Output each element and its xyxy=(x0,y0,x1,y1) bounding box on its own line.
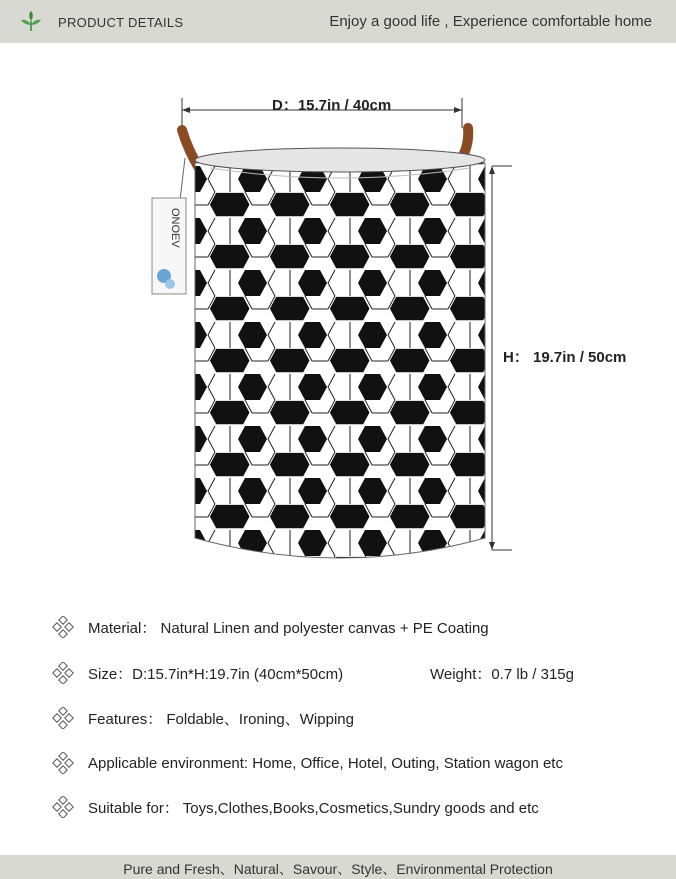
footer-bar xyxy=(0,855,676,879)
diamond-cluster-icon xyxy=(52,796,74,818)
leaf-icon xyxy=(18,9,44,33)
feature-text: Material： Natural Linen and polyester canvas + PE Coating xyxy=(88,619,489,637)
feature-text: Features： Foldable、Ironing、Wipping xyxy=(88,710,354,728)
feature-size xyxy=(52,661,343,685)
feature-features xyxy=(52,706,354,730)
header-tagline: Enjoy a good life , Experience comfortable home xyxy=(329,13,652,30)
weight-text: Weight：0.7 lb / 315g xyxy=(430,666,574,683)
tag-brand-text: ONOEV xyxy=(169,208,181,248)
diamond-cluster-icon xyxy=(52,707,74,729)
height-label: H： 19.7in / 50cm xyxy=(503,349,627,366)
header-bar xyxy=(0,0,676,43)
feature-text: Applicable environment: Home, Office, Hotel, Outing, Station wagon etc xyxy=(88,754,563,772)
diameter-label: D：15.7in / 40cm xyxy=(272,97,392,114)
soccer-basket-illustration xyxy=(140,88,540,578)
feature-material xyxy=(52,615,489,639)
feature-text: Size：D:15.7in*H:19.7in (40cm*50cm) xyxy=(88,665,344,683)
footer-text: Pure and Fresh、Natural、Savour、Style、Environmental Protection xyxy=(123,861,553,877)
feature-suitable xyxy=(52,795,539,819)
header-title: PRODUCT DETAILS xyxy=(58,15,184,30)
diamond-cluster-icon xyxy=(52,616,74,638)
diamond-cluster-icon xyxy=(52,752,74,774)
diamond-cluster-icon xyxy=(52,662,74,684)
feature-environment xyxy=(52,751,563,775)
feature-text: Suitable for： Toys,Clothes,Books,Cosmetics,Sundry goods and etc xyxy=(88,799,539,817)
